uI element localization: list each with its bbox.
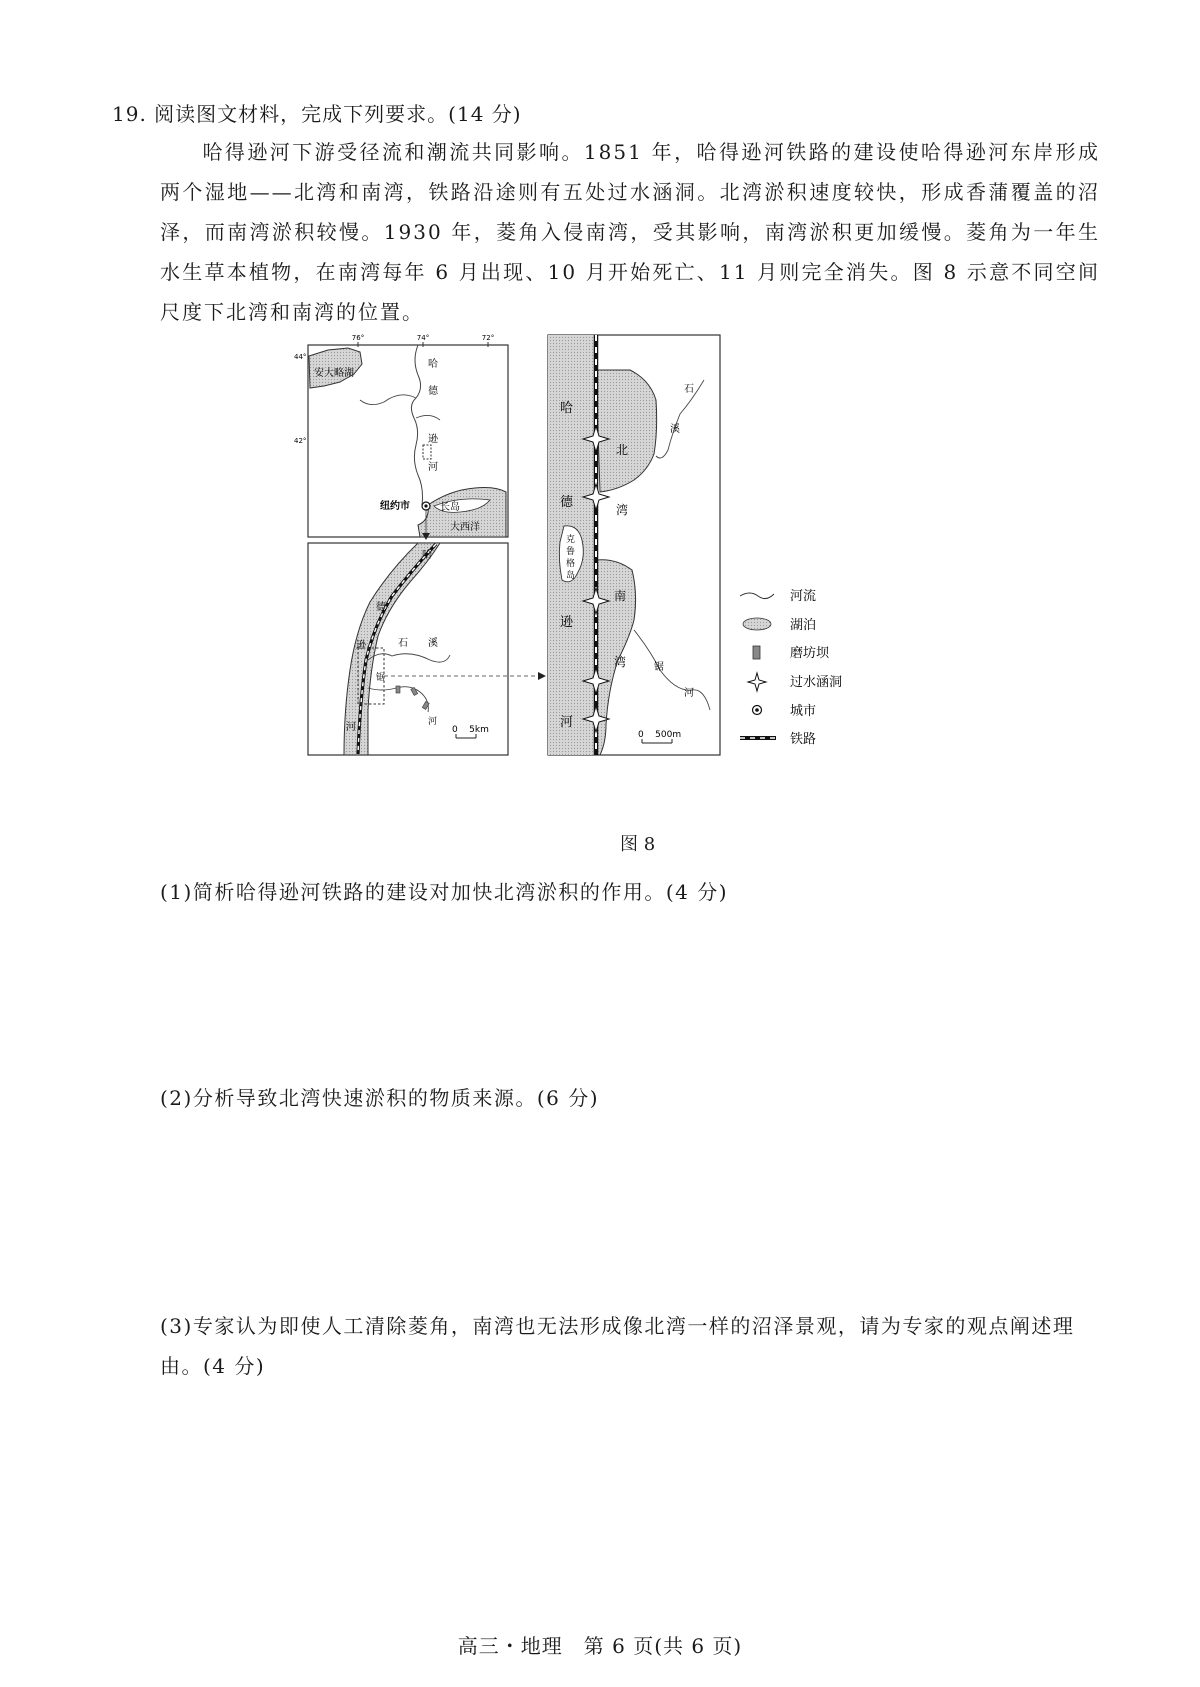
lon-76: 76° [351, 334, 365, 342]
svg-text:逊: 逊 [356, 640, 366, 651]
lat-42: 42° [294, 437, 307, 445]
sub-question-1: (1)简析哈得逊河铁路的建设对加快北湾淤积的作用。(4 分) [160, 880, 729, 904]
culvert-star-icon [748, 673, 766, 691]
svg-text:格: 格 [566, 559, 576, 569]
svg-text:哈: 哈 [422, 550, 432, 561]
legend [740, 588, 842, 747]
scale-2: 0 5km [452, 725, 489, 735]
sub-question-2: (2)分析导致北湾快速淤积的物质来源。(6 分) [160, 1086, 600, 1110]
figure-svg [294, 330, 940, 850]
svg-text:石: 石 [398, 638, 408, 649]
svg-text:逊: 逊 [428, 434, 438, 445]
svg-text:磨坊坝: 磨坊坝 [790, 646, 830, 661]
scale-3: 0 500m [638, 730, 682, 740]
svg-text:克: 克 [566, 535, 576, 545]
svg-text:大西洋: 大西洋 [450, 522, 480, 533]
figure-8 [294, 330, 940, 850]
svg-text:河: 河 [346, 722, 356, 733]
svg-text:石: 石 [684, 384, 694, 395]
svg-text:哈: 哈 [428, 359, 438, 370]
svg-text:逊: 逊 [560, 615, 574, 630]
local-map [308, 543, 546, 755]
ontario-label: 安大略湖 [314, 368, 354, 379]
figure-caption: 图 8 [620, 834, 656, 855]
material-text: 哈得逊河下游受径流和潮流共同影响。1851 年，哈得逊河铁路的建设使哈得逊河东岸形成两个湿地——北湾和南湾，铁路沿途则有五处过水涵洞。北湾淤积速度较快，形成香蒲覆盖的沼泽，而南湾淤积较慢。1930 年，菱角入侵南湾，受其影响，南湾淤积更加缓慢。菱角为一年生水生草本植物，在南湾每年 6 月出现、10 月开始死亡、11 月则完全消失。图 8 示意不同空间尺度下北湾和南湾的位置。 [160, 140, 1100, 324]
svg-text:哈: 哈 [560, 401, 574, 416]
svg-text:河流: 河流 [790, 589, 817, 604]
svg-text:溪: 溪 [670, 424, 680, 435]
svg-text:河: 河 [428, 717, 438, 727]
regional-map [294, 334, 508, 540]
svg-text:湾: 湾 [616, 503, 629, 517]
material-paragraph [160, 132, 1100, 332]
svg-text:长岛: 长岛 [440, 502, 460, 513]
lake-ellipse-icon [743, 618, 771, 630]
svg-text:溪: 溪 [428, 638, 438, 649]
svg-text:德: 德 [560, 495, 574, 510]
svg-text:岛: 岛 [566, 571, 576, 581]
detail-map [548, 335, 720, 755]
svg-text:城市: 城市 [790, 704, 817, 719]
mill-dam-icon [753, 646, 760, 659]
lon-74: 74° [416, 334, 430, 342]
svg-text:铁路: 铁路 [790, 732, 817, 747]
lon-72: 72° [481, 334, 495, 342]
svg-text:湖泊: 湖泊 [790, 618, 817, 633]
svg-text:河: 河 [428, 462, 438, 473]
mill-dam-1 [396, 686, 400, 693]
svg-text:过水涵洞: 过水涵洞 [790, 675, 843, 690]
svg-text:德: 德 [376, 602, 386, 613]
svg-text:河: 河 [560, 715, 574, 730]
svg-text:河: 河 [684, 688, 694, 699]
svg-text:纽约市: 纽约市 [380, 501, 410, 512]
question-header: 19. 阅读图文材料，完成下列要求。(14 分) [112, 102, 522, 126]
svg-text:南: 南 [614, 589, 627, 603]
svg-text:锯: 锯 [654, 662, 664, 673]
svg-text:北: 北 [616, 443, 629, 457]
svg-text:湾: 湾 [614, 655, 627, 669]
svg-text:鲁: 鲁 [566, 547, 576, 557]
svg-text:锯: 锯 [376, 673, 386, 683]
lat-44: 44° [294, 353, 307, 361]
river-line-icon [740, 593, 774, 599]
page-footer: 高三・地理 第 6 页(共 6 页) [457, 1634, 743, 1658]
svg-text:德: 德 [428, 386, 438, 397]
sub-question-3: (3)专家认为即使人工清除菱角，南湾也无法形成像北湾一样的沼泽景观，请为专家的观点阐述理由。(4 分) [160, 1314, 1075, 1378]
